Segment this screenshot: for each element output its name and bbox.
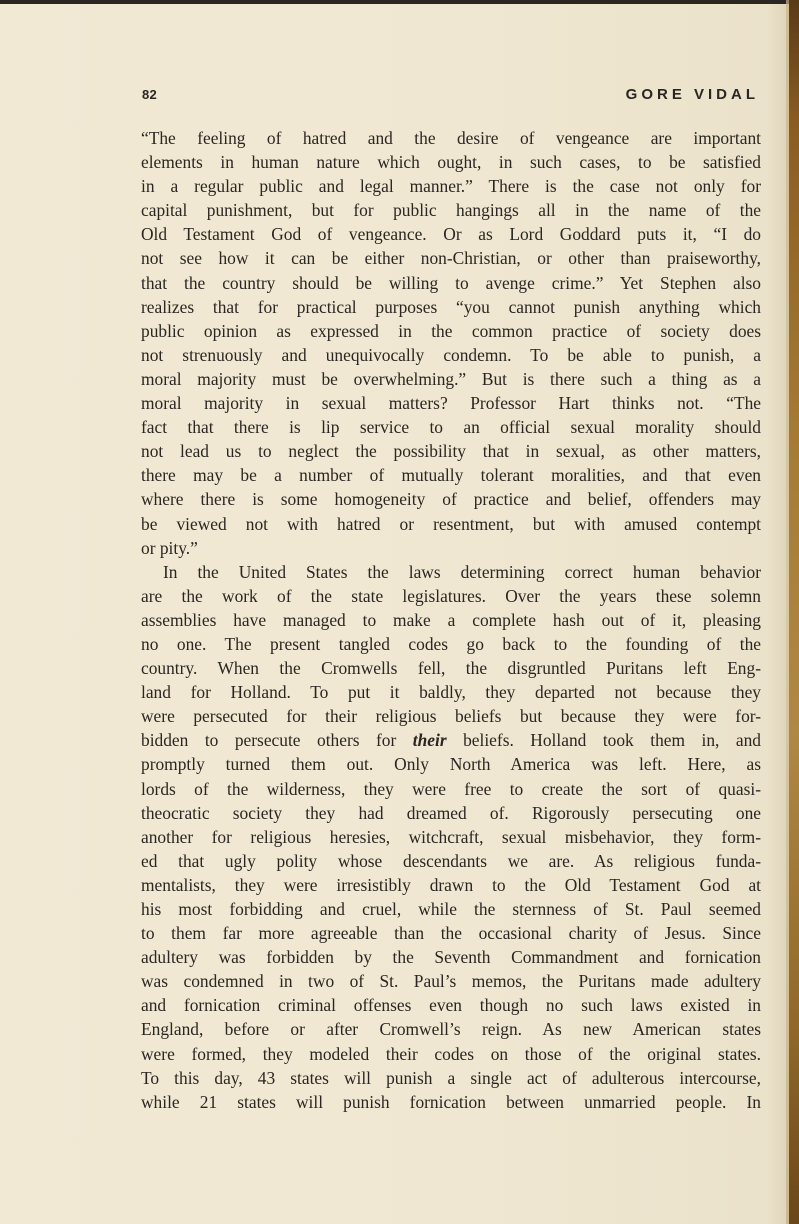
text-segment: beliefs. Holland took them in, and [446,730,761,751]
paragraph-start-line: In the United States the laws determining correct human behavior [163,561,761,582]
text-segment: bidden to persecute others for [141,730,413,751]
text-line: realizes that for practical purposes “you cannot punish anything which [141,296,761,317]
text-line: elements in human nature which ought, in such cases, to be satisfied [141,152,761,173]
text-line: and fornication criminal offenses even though no such laws existed in [141,995,761,1016]
body-text [141,126,761,1114]
text-line: mentalists, they were irresistibly drawn to the Old Testament God at [141,874,761,895]
text-line: no one. The present tangled codes go back to the founding of the [141,633,761,654]
text-line: country. When the Cromwells fell, the disgruntled Puritans left Eng- [141,658,761,679]
text-line: not see how it can be either non-Christian, or other than praiseworthy, [141,248,761,269]
text-line: assemblies have managed to make a complete hash out of it, pleasing [141,609,761,630]
text-line: in a regular public and legal manner.” There is the case not only for [141,176,761,197]
text-line: be viewed not with hatred or resentment, but with amused contempt [141,513,761,534]
text-line-with-emphasis [141,728,761,752]
running-head: GORE VIDAL [625,86,759,103]
text-line: that the country should be willing to avenge crime.” Yet Stephen also [141,272,761,293]
text-line: To this day, 43 states will punish a single act of adulterous intercourse, [141,1067,761,1088]
text-line: to them far more agreeable than the occasional charity of Jesus. Since [141,923,761,944]
text-line: England, before or after Cromwell’s reign. As new American states [141,1019,761,1040]
text-line: his most forbidding and cruel, while the sternness of St. Paul seemed [141,899,761,919]
text-line: “The feeling of hatred and the desire of vengeance are important [141,128,761,148]
text-line: not strenuously and unequivocally condemn. To be able to punish, a [141,344,761,365]
text-line: there may be a number of mutually tolerant moralities, and that even [141,465,761,486]
text-line: moral majority in sexual matters? Professor Hart thinks not. “The [141,393,761,414]
text-line: public opinion as expressed in the common practice of society does [141,320,761,341]
text-line: capital punishment, but for public hangings all in the name of the [141,200,761,221]
text-line: adultery was forbidden by the Seventh Commandment and fornication [141,947,761,968]
text-line: are the work of the state legislatures. Over the years these solemn [141,585,761,606]
text-line: were persecuted for their religious beliefs but because they were for- [141,706,761,727]
text-line: lords of the wilderness, they were free to create the sort of quasi- [141,778,761,799]
text-line: was condemned in two of St. Paul’s memos, the Puritans made adultery [141,971,761,992]
book-spine [789,0,799,1224]
text-line: not lead us to neglect the possibility that in sexual, as other matters, [141,441,761,462]
text-line: fact that there is lip service to an official sexual morality should [141,417,761,438]
emphasized-word: their [412,730,447,751]
text-line: ed that ugly polity whose descendants we are. As religious funda- [141,850,761,871]
text-line: theocratic society they had dreamed of. Rigorously persecuting one [141,802,761,823]
text-line: moral majority must be overwhelming.” But is there such a thing as a [141,368,761,389]
text-line: where there is some homogeneity of practice and belief, offenders may [141,489,761,510]
page-number: 82 [142,87,158,102]
text-line: or pity.” [141,537,198,558]
text-line: another for religious heresies, witchcraft, sexual misbehavior, they form- [141,826,761,847]
text-line: while 21 states will punish fornication between unmarried people. In [141,1091,761,1112]
text-line: land for Holland. To put it baldly, they departed not because they [141,682,761,703]
page-top-edge [0,0,790,4]
text-line: were formed, they modeled their codes on those of the original states. [141,1043,761,1064]
text-line: promptly turned them out. Only North America was left. Here, as [141,754,761,775]
text-line: Old Testament God of vengeance. Or as Lord Goddard puts it, “I do [141,224,761,245]
